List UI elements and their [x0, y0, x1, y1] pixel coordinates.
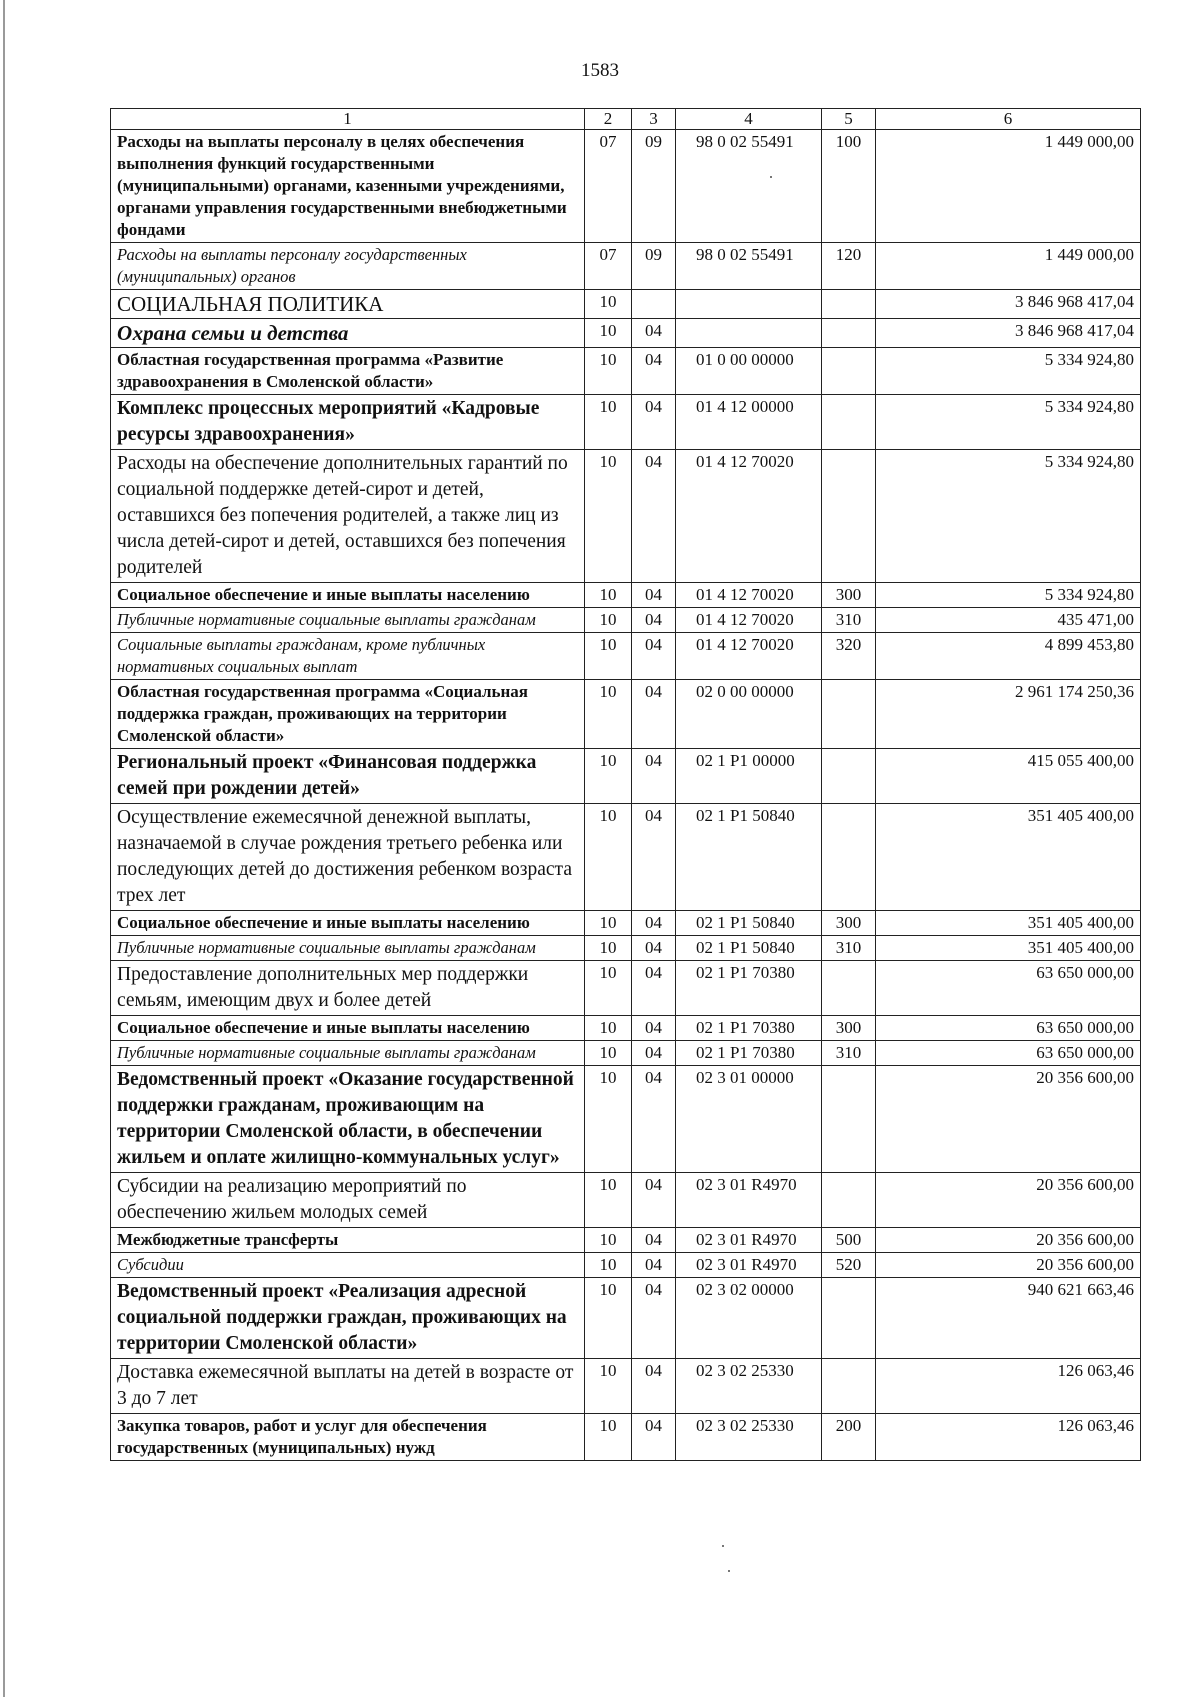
- row-subsection-code: 04: [632, 1173, 676, 1228]
- row-expense-type: [822, 961, 876, 1016]
- row-subsection-code: 04: [632, 804, 676, 911]
- row-amount: 351 405 400,00: [876, 911, 1141, 936]
- row-target-code: 02 1 P1 70380: [676, 1041, 822, 1066]
- row-section-code: 10: [585, 583, 632, 608]
- scan-speck: [770, 176, 772, 178]
- row-target-code: 01 4 12 00000: [676, 395, 822, 450]
- row-amount: 3 846 968 417,04: [876, 290, 1141, 319]
- row-target-code: 02 3 02 25330: [676, 1359, 822, 1414]
- row-section-code: 10: [585, 608, 632, 633]
- row-target-code: [676, 319, 822, 348]
- row-target-code: 98 0 02 55491: [676, 243, 822, 290]
- row-subsection-code: 04: [632, 608, 676, 633]
- row-expense-type: 520: [822, 1253, 876, 1278]
- row-expense-type: 120: [822, 243, 876, 290]
- row-expense-type: 310: [822, 608, 876, 633]
- row-target-code: 98 0 02 55491: [676, 130, 822, 243]
- row-subsection-code: 04: [632, 395, 676, 450]
- table-header-row: [111, 109, 1141, 130]
- row-target-code: 02 3 01 R4970: [676, 1253, 822, 1278]
- row-subsection-code: 04: [632, 749, 676, 804]
- table-row: [111, 348, 1141, 395]
- row-subsection-code: 04: [632, 911, 676, 936]
- row-target-code: 02 3 01 R4970: [676, 1228, 822, 1253]
- row-section-code: 10: [585, 804, 632, 911]
- row-expense-type: 300: [822, 911, 876, 936]
- row-name: Предоставление дополнительных мер поддержки семьям, имеющим двух и более детей: [111, 961, 585, 1016]
- row-name: Ведомственный проект «Реализация адресной социальной поддержки граждан, проживающих на территории Смоленской области»: [111, 1278, 585, 1359]
- row-target-code: 02 1 P1 50840: [676, 936, 822, 961]
- row-section-code: 10: [585, 1253, 632, 1278]
- row-name: Социальное обеспечение и иные выплаты населению: [111, 1016, 585, 1041]
- row-expense-type: [822, 1278, 876, 1359]
- scan-speck: [722, 1545, 724, 1547]
- row-target-code: 02 0 00 00000: [676, 680, 822, 749]
- row-amount: 63 650 000,00: [876, 1041, 1141, 1066]
- row-target-code: 01 4 12 70020: [676, 608, 822, 633]
- row-subsection-code: 04: [632, 583, 676, 608]
- row-name: Областная государственная программа «Развитие здравоохранения в Смоленской области»: [111, 348, 585, 395]
- row-target-code: 01 4 12 70020: [676, 450, 822, 583]
- row-amount: 415 055 400,00: [876, 749, 1141, 804]
- row-subsection-code: 04: [632, 1016, 676, 1041]
- row-subsection-code: 04: [632, 936, 676, 961]
- table-row: [111, 1278, 1141, 1359]
- row-section-code: 10: [585, 1066, 632, 1173]
- table-row: [111, 936, 1141, 961]
- row-subsection-code: 04: [632, 1228, 676, 1253]
- row-target-code: 02 3 01 00000: [676, 1066, 822, 1173]
- row-expense-type: [822, 395, 876, 450]
- header-cell-1: 1: [111, 109, 585, 130]
- row-section-code: 10: [585, 290, 632, 319]
- row-section-code: 07: [585, 130, 632, 243]
- row-section-code: 10: [585, 936, 632, 961]
- table-row: [111, 749, 1141, 804]
- table-row: [111, 290, 1141, 319]
- row-section-code: 10: [585, 749, 632, 804]
- row-expense-type: [822, 319, 876, 348]
- row-name: Региональный проект «Финансовая поддержка семей при рождении детей»: [111, 749, 585, 804]
- row-target-code: 02 3 01 R4970: [676, 1173, 822, 1228]
- scan-edge-line: [3, 0, 5, 1697]
- row-expense-type: 320: [822, 633, 876, 680]
- header-cell-4: 4: [676, 109, 822, 130]
- row-expense-type: [822, 749, 876, 804]
- row-expense-type: [822, 450, 876, 583]
- table-row: [111, 1359, 1141, 1414]
- row-target-code: 01 4 12 70020: [676, 583, 822, 608]
- table-row: [111, 1228, 1141, 1253]
- row-target-code: 02 1 P1 70380: [676, 961, 822, 1016]
- table-row: [111, 130, 1141, 243]
- row-target-code: [676, 290, 822, 319]
- table-row: [111, 583, 1141, 608]
- row-subsection-code: 09: [632, 243, 676, 290]
- row-name: Публичные нормативные социальные выплаты гражданам: [111, 936, 585, 961]
- row-target-code: 02 3 02 00000: [676, 1278, 822, 1359]
- row-subsection-code: [632, 290, 676, 319]
- row-section-code: 10: [585, 395, 632, 450]
- table-row: [111, 243, 1141, 290]
- header-cell-3: 3: [632, 109, 676, 130]
- row-section-code: 10: [585, 680, 632, 749]
- row-amount: 2 961 174 250,36: [876, 680, 1141, 749]
- row-name: Осуществление ежемесячной денежной выплаты, назначаемой в случае рождения третьего ребенка или последующих детей до достижения ребенком возраста трех лет: [111, 804, 585, 911]
- row-amount: 940 621 663,46: [876, 1278, 1141, 1359]
- table-row: [111, 608, 1141, 633]
- table-row: [111, 1414, 1141, 1461]
- row-subsection-code: 09: [632, 130, 676, 243]
- row-section-code: 10: [585, 1016, 632, 1041]
- row-name: Публичные нормативные социальные выплаты гражданам: [111, 608, 585, 633]
- row-name: Публичные нормативные социальные выплаты гражданам: [111, 1041, 585, 1066]
- row-name: Социальные выплаты гражданам, кроме публичных нормативных социальных выплат: [111, 633, 585, 680]
- row-section-code: 10: [585, 1228, 632, 1253]
- row-amount: 20 356 600,00: [876, 1253, 1141, 1278]
- row-name: Закупка товаров, работ и услуг для обеспечения государственных (муниципальных) нужд: [111, 1414, 585, 1461]
- row-target-code: 02 1 P1 70380: [676, 1016, 822, 1041]
- table-row: [111, 680, 1141, 749]
- row-amount: 5 334 924,80: [876, 583, 1141, 608]
- header-cell-2: 2: [585, 109, 632, 130]
- row-name: Охрана семьи и детства: [111, 319, 585, 348]
- table-row: [111, 1016, 1141, 1041]
- budget-table: [110, 108, 1141, 1461]
- row-target-code: 02 3 02 25330: [676, 1414, 822, 1461]
- row-section-code: 10: [585, 1041, 632, 1066]
- table-row: [111, 961, 1141, 1016]
- row-expense-type: [822, 290, 876, 319]
- row-amount: 1 449 000,00: [876, 243, 1141, 290]
- row-section-code: 10: [585, 633, 632, 680]
- row-name: СОЦИАЛЬНАЯ ПОЛИТИКА: [111, 290, 585, 319]
- row-subsection-code: 04: [632, 1066, 676, 1173]
- table-row: [111, 1041, 1141, 1066]
- row-amount: 20 356 600,00: [876, 1173, 1141, 1228]
- row-expense-type: 300: [822, 583, 876, 608]
- header-cell-5: 5: [822, 109, 876, 130]
- table-row: [111, 804, 1141, 911]
- header-cell-6: 6: [876, 109, 1141, 130]
- row-amount: 20 356 600,00: [876, 1066, 1141, 1173]
- row-target-code: 02 1 P1 00000: [676, 749, 822, 804]
- page-number: 1583: [581, 60, 619, 81]
- row-amount: 5 334 924,80: [876, 450, 1141, 583]
- row-amount: 3 846 968 417,04: [876, 319, 1141, 348]
- table-row: [111, 911, 1141, 936]
- row-section-code: 10: [585, 348, 632, 395]
- row-section-code: 10: [585, 1414, 632, 1461]
- row-name: Комплекс процессных мероприятий «Кадровые ресурсы здравоохранения»: [111, 395, 585, 450]
- row-subsection-code: 04: [632, 1278, 676, 1359]
- row-expense-type: 500: [822, 1228, 876, 1253]
- row-subsection-code: 04: [632, 1414, 676, 1461]
- row-section-code: 10: [585, 1173, 632, 1228]
- row-section-code: 10: [585, 911, 632, 936]
- row-subsection-code: 04: [632, 1359, 676, 1414]
- row-name: Межбюджетные трансферты: [111, 1228, 585, 1253]
- row-name: Социальное обеспечение и иные выплаты населению: [111, 911, 585, 936]
- row-subsection-code: 04: [632, 961, 676, 1016]
- row-expense-type: 310: [822, 1041, 876, 1066]
- table-row: [111, 319, 1141, 348]
- row-name: Областная государственная программа «Социальная поддержка граждан, проживающих на территории Смоленской области»: [111, 680, 585, 749]
- row-target-code: 01 0 00 00000: [676, 348, 822, 395]
- row-name: Субсидии на реализацию мероприятий по обеспечению жильем молодых семей: [111, 1173, 585, 1228]
- row-name: Субсидии: [111, 1253, 585, 1278]
- row-subsection-code: 04: [632, 1041, 676, 1066]
- row-target-code: 01 4 12 70020: [676, 633, 822, 680]
- row-subsection-code: 04: [632, 633, 676, 680]
- row-name: Расходы на выплаты персоналу в целях обеспечения выполнения функций государственными (муниципальными) органами, казенными учреждениями, органами управления государственными внебюджетными фондами: [111, 130, 585, 243]
- row-name: Доставка ежемесячной выплаты на детей в возрасте от 3 до 7 лет: [111, 1359, 585, 1414]
- row-subsection-code: 04: [632, 450, 676, 583]
- row-expense-type: [822, 1066, 876, 1173]
- row-amount: 5 334 924,80: [876, 348, 1141, 395]
- row-amount: 5 334 924,80: [876, 395, 1141, 450]
- row-name: Расходы на выплаты персоналу государственных (муниципальных) органов: [111, 243, 585, 290]
- row-amount: 63 650 000,00: [876, 961, 1141, 1016]
- row-amount: 435 471,00: [876, 608, 1141, 633]
- row-expense-type: [822, 804, 876, 911]
- row-amount: 351 405 400,00: [876, 936, 1141, 961]
- row-section-code: 07: [585, 243, 632, 290]
- row-amount: 20 356 600,00: [876, 1228, 1141, 1253]
- row-section-code: 10: [585, 1359, 632, 1414]
- row-subsection-code: 04: [632, 1253, 676, 1278]
- row-expense-type: [822, 680, 876, 749]
- row-amount: 126 063,46: [876, 1414, 1141, 1461]
- row-section-code: 10: [585, 319, 632, 348]
- row-expense-type: 100: [822, 130, 876, 243]
- row-target-code: 02 1 P1 50840: [676, 804, 822, 911]
- row-name: Расходы на обеспечение дополнительных гарантий по социальной поддержке детей-сирот и детей, оставшихся без попечения родителей, а также лиц из числа детей-сирот и детей, оставшихся без попечения родителей: [111, 450, 585, 583]
- row-section-code: 10: [585, 961, 632, 1016]
- table-row: [111, 1173, 1141, 1228]
- row-amount: 126 063,46: [876, 1359, 1141, 1414]
- row-amount: 63 650 000,00: [876, 1016, 1141, 1041]
- row-expense-type: [822, 1173, 876, 1228]
- row-subsection-code: 04: [632, 319, 676, 348]
- row-target-code: 02 1 P1 50840: [676, 911, 822, 936]
- row-expense-type: 200: [822, 1414, 876, 1461]
- row-amount: 1 449 000,00: [876, 130, 1141, 243]
- row-subsection-code: 04: [632, 348, 676, 395]
- table-row: [111, 1066, 1141, 1173]
- row-expense-type: 300: [822, 1016, 876, 1041]
- row-name: Социальное обеспечение и иные выплаты населению: [111, 583, 585, 608]
- row-amount: 4 899 453,80: [876, 633, 1141, 680]
- row-section-code: 10: [585, 1278, 632, 1359]
- scan-speck: [728, 1570, 730, 1572]
- table-row: [111, 633, 1141, 680]
- row-expense-type: [822, 348, 876, 395]
- row-amount: 351 405 400,00: [876, 804, 1141, 911]
- row-subsection-code: 04: [632, 680, 676, 749]
- row-name: Ведомственный проект «Оказание государственной поддержки гражданам, проживающим на территории Смоленской области, в обеспечении жильем и оплате жилищно-коммунальных услуг»: [111, 1066, 585, 1173]
- row-expense-type: [822, 1359, 876, 1414]
- table-row: [111, 395, 1141, 450]
- row-section-code: 10: [585, 450, 632, 583]
- table-row: [111, 450, 1141, 583]
- row-expense-type: 310: [822, 936, 876, 961]
- table-row: [111, 1253, 1141, 1278]
